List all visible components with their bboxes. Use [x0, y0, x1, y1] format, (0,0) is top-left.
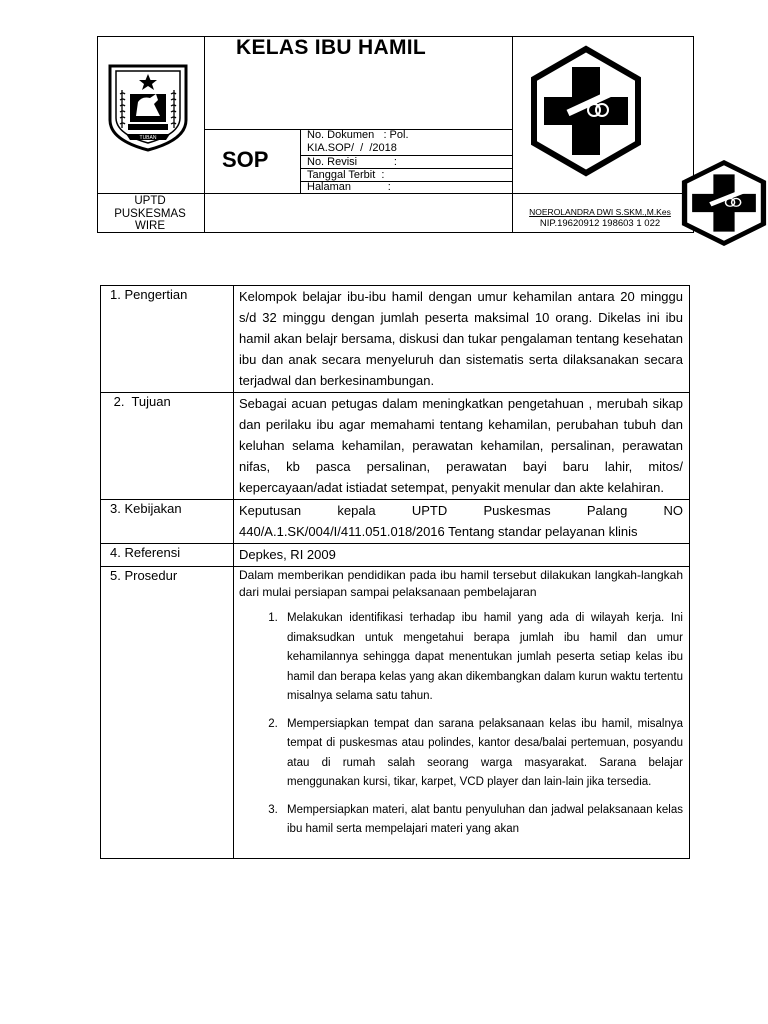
revision-label: No. Revisi — [307, 156, 358, 168]
section-label: 5. Prosedur — [101, 567, 234, 859]
sop-content-table — [100, 285, 690, 859]
puskesmas-logo — [528, 45, 644, 177]
procedure-step: 3. Mempersiapkan materi, alat bantu penyuluhan dan jadwal pelaksanaan kelas ibu hamil serta mempelajari materi yang akan — [281, 801, 683, 840]
section-row-pengertian — [101, 286, 690, 393]
section-row-prosedur — [101, 567, 690, 859]
document-title: KELAS IBU HAMIL — [236, 36, 426, 59]
revision-row — [307, 156, 397, 169]
org-line-3: WIRE — [134, 220, 166, 232]
procedure-step: 2. Mempersiapkan tempat dan sarana pelaksanaan kelas ibu hamil, misalnya tempat di puskesmas atau polindes, kantor desa/balai pertemuan, posyandu atau di rumah salah seorang warga masyarakat. Sarana belajar menggunakan kursi, tikar, karpet, VCD player dan lain-lain jika tersedia. — [281, 715, 683, 793]
revision-value: : — [393, 156, 397, 168]
procedure-steps — [239, 609, 683, 840]
page-value: : — [387, 181, 391, 193]
org-line-2: PUSKESMAS — [114, 207, 186, 220]
doc-number-value-2: KIA.SOP/ / /2018 — [307, 142, 397, 154]
section-row-tujuan — [101, 393, 690, 500]
svg-text:TUBAN: TUBAN — [139, 135, 157, 141]
procedure-step: 1. Melakukan identifikasi terhadap ibu hamil yang ada di wilayah kerja. Ini dimaksudkan untuk mengetahui berapa jumlah ibu hamil dan umur kehamilannya sehingga dapat menentukan jumlah peserta setiap kelas ibu hamil dan berapa kelas yang akan dikembangkan dalam kurun waktu tertentu misalnya selama satu tahun. — [281, 609, 683, 707]
procedure-content — [234, 567, 690, 859]
section-label: 4. Referensi — [101, 544, 234, 567]
signer-nip: NIP.19620912 198603 1 022 — [539, 218, 661, 229]
section-text: Depkes, RI 2009 — [234, 544, 690, 567]
issue-date-value: : — [381, 169, 385, 181]
header-divider-right — [512, 36, 513, 233]
doc-number-row — [307, 129, 409, 142]
regency-emblem-logo — [104, 60, 192, 152]
section-text: Keputusan kepala UPTD Puskesmas Palang NO 440/A.1.SK/004/I/411.051.018/2016 Tentang standar pelayanan klinis — [234, 500, 690, 544]
section-row-kebijakan — [101, 500, 690, 544]
header-bottom-row-line — [97, 193, 694, 194]
header-divider-left — [204, 36, 205, 233]
section-row-referensi — [101, 544, 690, 567]
section-label: 3. Kebijakan — [101, 500, 234, 544]
section-text: Sebagai acuan petugas dalam meningkatkan pengetahuan , merubah sikap dan perilaku ibu agar memahami tentang kehamilan, perubahan tubuh dan keluhan selama kehamilan, perawatan kehamilan, persalinan, perawatan nifas, kb pasca persalinan, perawatan bayi baru lahir, mitos/ kepercayaan/adat istiadat setempat, penyakit menular dan akte kelahiran. — [234, 393, 690, 500]
procedure-intro: Dalam memberikan pendidikan pada ibu hamil tersebut dilakukan langkah-langkah dari mulai persiapan sampai pelaksanaan pembelajaran — [239, 568, 683, 599]
page-row — [307, 181, 391, 194]
issue-date-label: Tanggal Terbit — [307, 169, 376, 181]
header-divider-meta — [300, 129, 301, 193]
signer-name: NOEROLANDRA DWI S.SKM.,M.Kes — [529, 207, 671, 217]
section-text: Kelompok belajar ibu-ibu hamil dengan umur kehamilan antara 20 minggu s/d 32 minggu dengan jumlah peserta maksimal 10 orang. Dikelas ini ibu hamil akan belajr bersama, diskusi dan tukar pengalaman tentang kesehatan ibu dan anak secara menyeluruh dan sistematis serta dilaksanakan secara terjadwal dan berkesinambungan. — [234, 286, 690, 393]
organization-name — [100, 195, 200, 233]
section-label: 2. Tujuan — [101, 393, 234, 500]
sop-label: SOP — [222, 147, 269, 172]
org-line-1: UPTD — [134, 195, 166, 207]
doc-number-label: No. Dokumen — [307, 129, 375, 141]
puskesmas-logo-small — [680, 160, 768, 246]
page-label: Halaman — [307, 181, 352, 193]
doc-number-value: : Pol. — [383, 129, 409, 141]
section-label: 1. Pengertian — [101, 286, 234, 393]
